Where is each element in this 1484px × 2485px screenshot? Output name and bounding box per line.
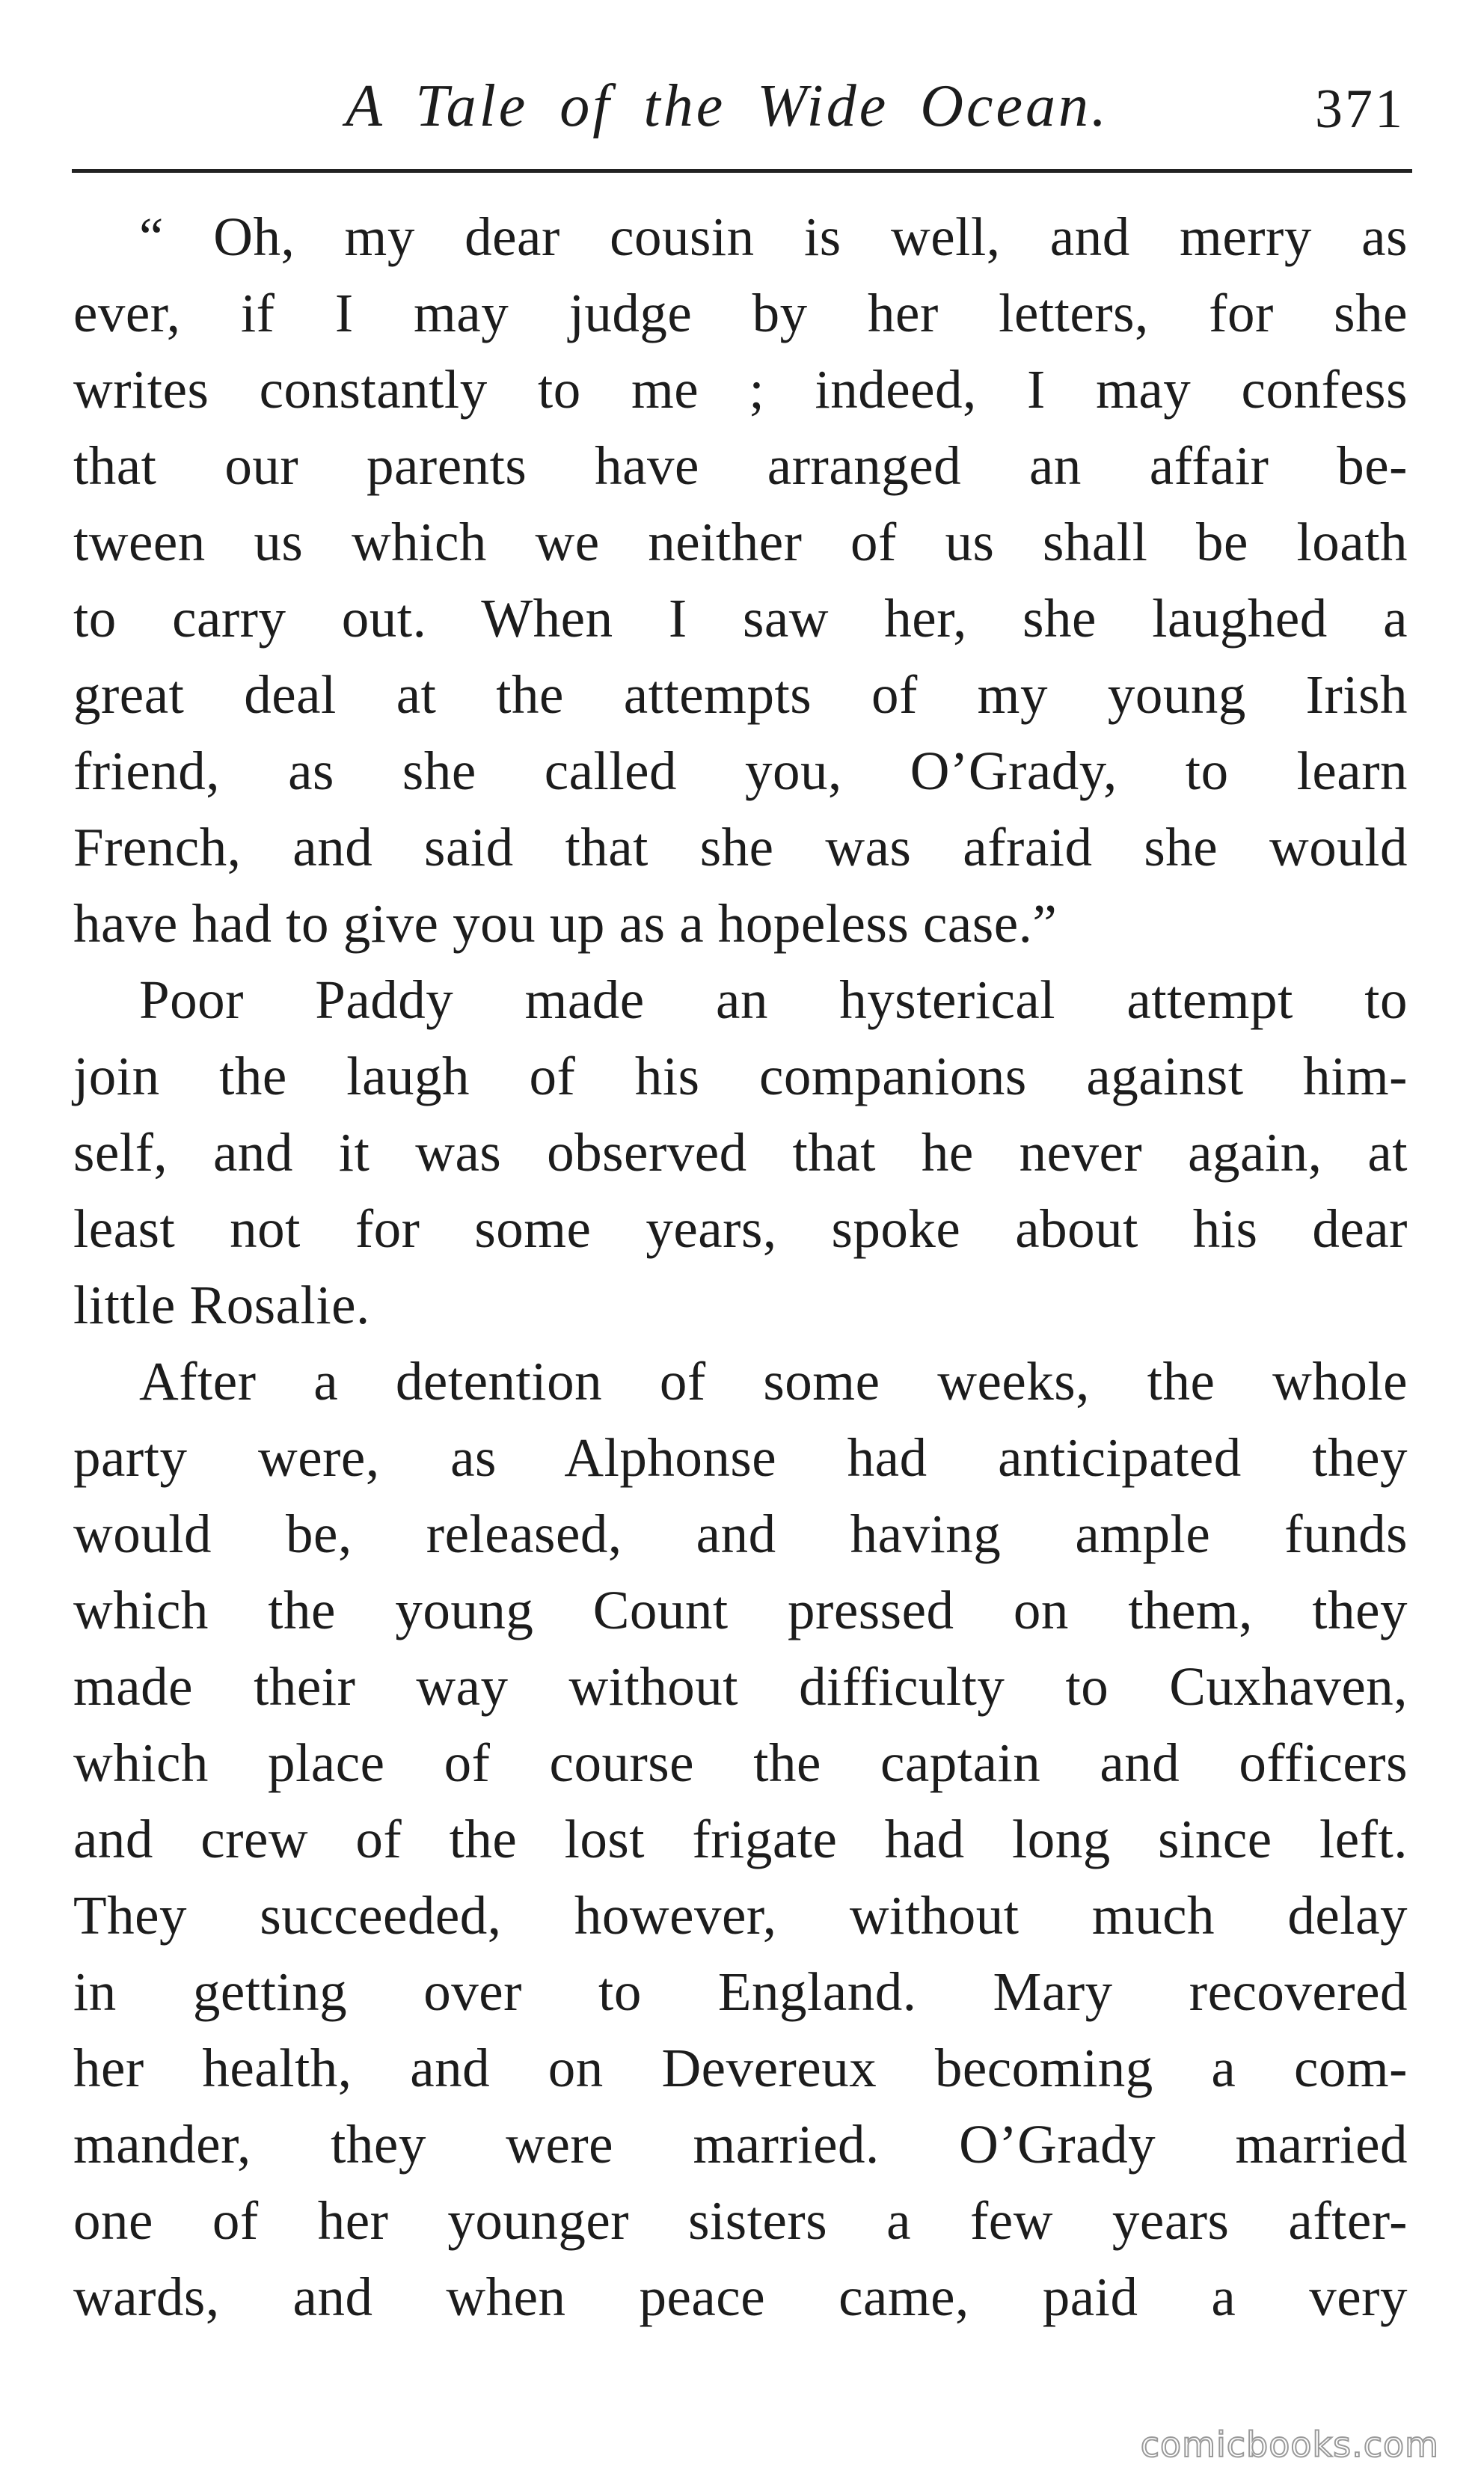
text-line: made their way without difficulty to Cuxhaven,	[73, 1656, 1408, 1717]
text-line: would be, released, and having ample funds	[73, 1504, 1408, 1564]
text-line: They succeeded, however, without much delay	[73, 1885, 1408, 1946]
text-line: join the laugh of his companions against him-	[73, 1046, 1408, 1106]
text-line: which the young Count pressed on them, they	[73, 1580, 1408, 1640]
text-line: friend, as she called you, O’Grady, to learn	[73, 741, 1408, 801]
running-title: A Tale of the Wide Ocean.	[346, 73, 1110, 139]
header-rule	[72, 169, 1412, 173]
text-line: tween us which we neither of us shall be loath	[73, 512, 1408, 572]
paragraph-2	[73, 962, 1408, 1343]
text-line: great deal at the attempts of my young Irish	[73, 664, 1408, 725]
text-line: mander, they were married. O’Grady married	[73, 2114, 1408, 2175]
watermark-credit: comicbooks.com	[1140, 2424, 1439, 2465]
paragraph-1	[73, 199, 1408, 962]
text-line: writes constantly to me ; indeed, I may confess	[73, 359, 1408, 420]
text-line: to carry out. When I saw her, she laughed a	[73, 588, 1408, 649]
text-line: self, and it was observed that he never again, at	[73, 1122, 1408, 1183]
text-line: party were, as Alphonse had anticipated they	[73, 1427, 1408, 1488]
text-line: ever, if I may judge by her letters, for she	[73, 283, 1408, 343]
text-line: have had to give you up as a hopeless case.”	[73, 893, 1058, 954]
page-header	[72, 69, 1412, 159]
text-line: little Rosalie.	[73, 1275, 370, 1335]
paragraph-3	[73, 1343, 1408, 2335]
text-line: French, and said that she was afraid she would	[73, 817, 1408, 877]
page-number: 371	[1315, 79, 1405, 140]
body-text	[73, 199, 1408, 2335]
text-line: least not for some years, spoke about his dear	[73, 1198, 1408, 1259]
text-line: one of her younger sisters a few years after-	[73, 2190, 1408, 2251]
text-line: and crew of the lost frigate had long since left.	[73, 1809, 1408, 1869]
text-line: After a detention of some weeks, the whole	[139, 1351, 1408, 1412]
text-line: wards, and when peace came, paid a very	[73, 2267, 1408, 2327]
text-line: Poor Paddy made an hysterical attempt to	[139, 969, 1408, 1030]
text-line: her health, and on Devereux becoming a com-	[73, 2038, 1408, 2098]
text-line: which place of course the captain and officers	[73, 1732, 1408, 1793]
text-line: that our parents have arranged an affair be-	[73, 435, 1408, 496]
text-line: in getting over to England. Mary recovered	[73, 1961, 1408, 2022]
text-line: “ Oh, my dear cousin is well, and merry as	[139, 206, 1408, 267]
